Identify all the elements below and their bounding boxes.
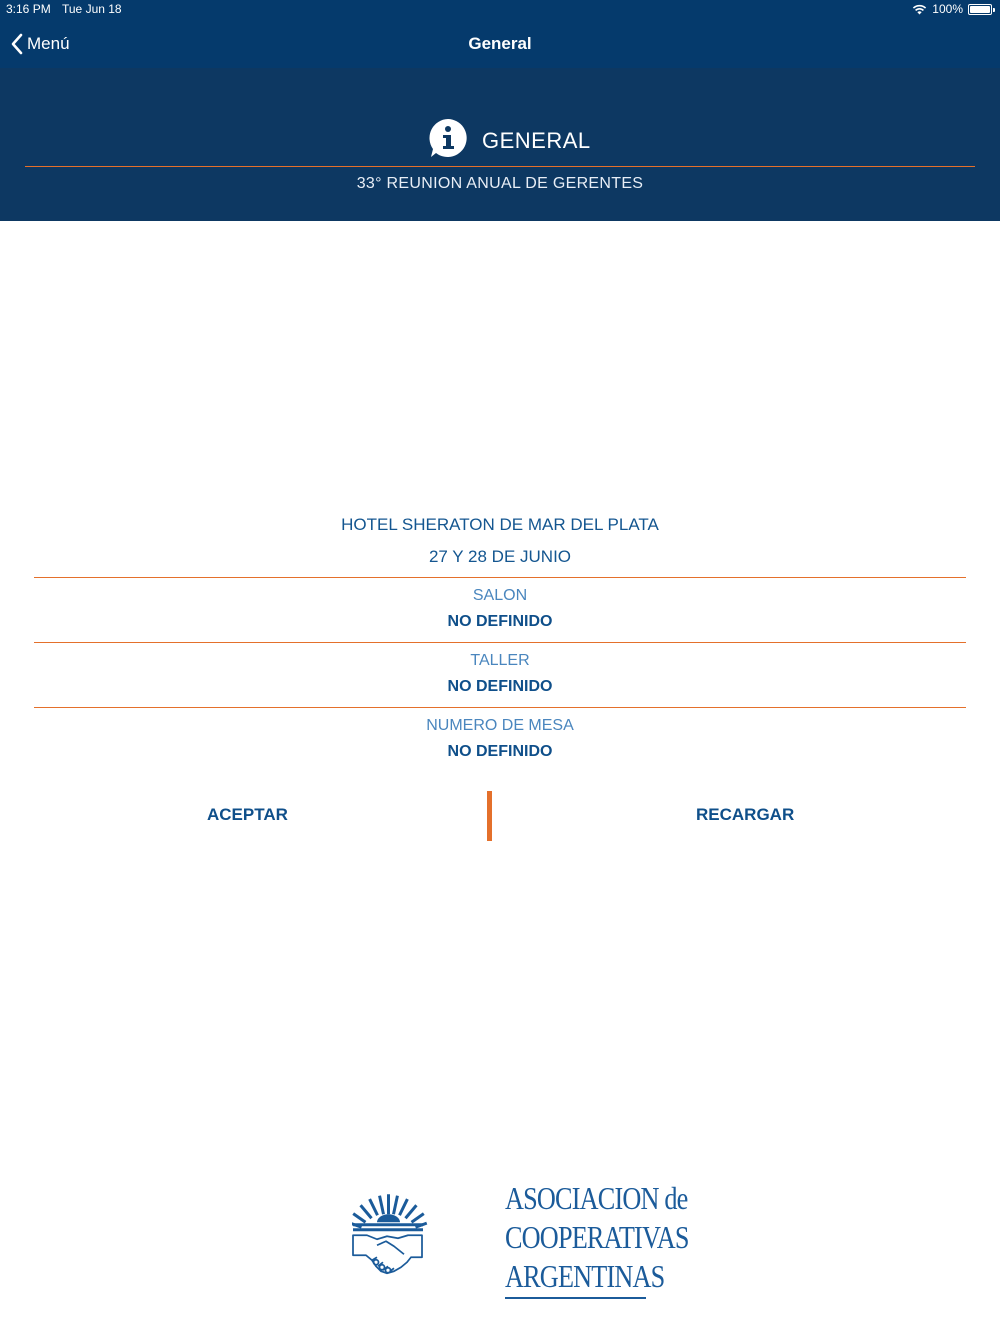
action-separator (487, 791, 492, 841)
status-right (912, 2, 992, 16)
battery-fill (970, 6, 990, 13)
status-bar (0, 0, 1000, 20)
taller-label: TALLER (470, 652, 530, 669)
top-bar (0, 0, 1000, 68)
event-title: 33° REUNION ANUAL DE GERENTES (356, 175, 644, 192)
navigation-bar (0, 24, 1000, 64)
header-divider (25, 166, 975, 167)
logo-line-1: ASOCIACION de (505, 1180, 688, 1216)
battery-icon (968, 4, 992, 15)
mesa-value: NO DEFINIDO (447, 743, 553, 760)
taller-value: NO DEFINIDO (447, 678, 553, 695)
accept-button[interactable]: ACEPTAR (207, 805, 288, 824)
nav-title: General (468, 34, 532, 53)
back-label: Menú (27, 34, 70, 53)
status-date: Tue Jun 18 (62, 2, 122, 16)
salon-label: SALON (472, 587, 528, 604)
salon-value: NO DEFINIDO (447, 613, 553, 630)
event-venue: HOTEL SHERATON DE MAR DEL PLATA (341, 515, 659, 534)
section-title: GENERAL (482, 128, 591, 153)
logo-line-2: COOPERATIVAS (505, 1219, 689, 1255)
reload-button[interactable]: RECARGAR (696, 805, 795, 824)
mesa-label: NUMERO DE MESA (426, 717, 574, 734)
logo-line-3: ARGENTINAS (505, 1258, 665, 1294)
wifi-icon (912, 4, 927, 15)
event-dates: 27 Y 28 DE JUNIO (428, 547, 572, 566)
info-icon (427, 117, 469, 159)
status-time: 3:16 PM (6, 2, 51, 16)
logo-underline (505, 1297, 646, 1299)
battery-percent: 100% (932, 2, 963, 16)
divider (34, 707, 966, 708)
cooperatives-logo (352, 1152, 502, 1317)
divider (34, 642, 966, 643)
divider (34, 577, 966, 578)
